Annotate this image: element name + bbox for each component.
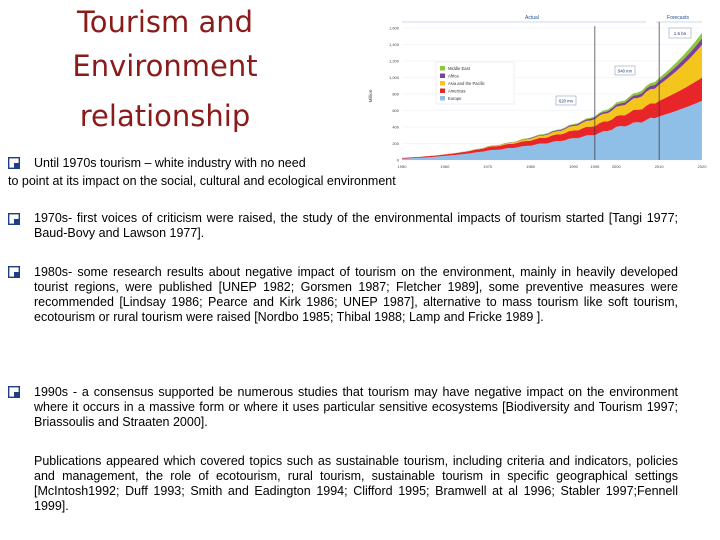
x-tick-label: 1980 xyxy=(526,164,536,169)
y-tick-label: 1,200 xyxy=(388,58,399,64)
chart-label-forecasts: Forecasts xyxy=(667,15,689,21)
legend-label: Asia and the Pacific xyxy=(448,81,485,86)
checkbox-bullet-icon xyxy=(8,266,20,278)
callout-c3 xyxy=(556,96,576,105)
x-tick-label: 1960 xyxy=(440,164,450,169)
callout-c2-text: 940 mn xyxy=(618,68,632,74)
bullet-1970s-before-line-1: Until 1970s tourism – white industry with no need xyxy=(34,156,374,171)
legend-swatch xyxy=(440,66,445,71)
legend-label: Americas xyxy=(448,88,466,94)
y-tick-label: 400 xyxy=(392,124,399,130)
legend-swatch xyxy=(440,81,445,86)
x-tick-label: 2000 xyxy=(611,164,621,169)
tourism-arrivals-chart xyxy=(362,8,714,178)
slide-title-line-3: relationship xyxy=(79,99,251,133)
y-tick-label: 800 xyxy=(392,91,399,97)
checkbox-bullet-icon xyxy=(8,213,20,225)
y-tick-label: 600 xyxy=(392,108,399,113)
chart-legend xyxy=(436,62,514,104)
callout-c3-text: 620 mn xyxy=(559,98,573,104)
x-tick-label: 1990 xyxy=(568,164,578,169)
callout-c2 xyxy=(615,66,635,75)
chart-label-actual: Actual xyxy=(525,15,539,21)
y-tick-label: 1,600 xyxy=(388,25,399,31)
callout-c1-text: 1.6 bn xyxy=(673,31,687,36)
x-tick-label: 2010 xyxy=(654,164,664,169)
legend-label: Middle East xyxy=(448,66,470,71)
chart-ylabel: Million xyxy=(368,89,373,103)
y-tick-label: 200 xyxy=(392,141,399,146)
y-tick-label: 1,000 xyxy=(388,75,399,80)
bullet-1970s-before-line-2: to point at its impact on the social, cultural and ecological environment xyxy=(8,174,396,188)
legend-swatch xyxy=(440,89,445,94)
x-tick-label: 1970 xyxy=(483,164,493,169)
checkbox-bullet-icon xyxy=(8,386,20,398)
x-tick-label: 1950 xyxy=(397,164,407,169)
legend-swatch xyxy=(440,96,445,101)
checkbox-bullet-icon xyxy=(8,157,20,169)
x-tick-label: 1995 xyxy=(590,164,600,169)
callout-c1 xyxy=(669,28,691,38)
legend-label: Europe xyxy=(448,96,462,101)
slide-title-line-2: Environment xyxy=(72,49,258,83)
bullet-1980s: 1980s- some research results about negative impact of tourism on the environment, mainly in heavily developed tourist regions, were published [UNEP 1982; Gorsmen 1987; Fletcher 1989], some preventive measures were recommended [Lindsay 1986; Pearce and Kirk 1986; UNEP 1987], alternative to mass tourism like soft tourism, ecotourism or rural tourism were raised [Nordbo 1985; Thibal 1988; Lamp and Fricke 1989 ]. xyxy=(34,265,678,324)
y-tick-label: 0 xyxy=(396,157,399,163)
slide-title-line-1: Tourism and xyxy=(76,5,254,39)
publications-paragraph: Publications appeared which covered topics such as sustainable tourism, including criteria and indicators, policies and management, the role of ecotourism, rural tourism, sustainable tourism in specific geographical settings [McIntosh1992; Duff 1993; Smith and Eadington 1994; Clifford 1995; Bramwell at al 1996; Stabler 1997;Fennell 1999]. xyxy=(34,454,678,513)
y-tick-label: 1,400 xyxy=(388,42,399,47)
legend-label: Africa xyxy=(448,73,459,79)
legend-swatch xyxy=(440,74,445,79)
x-tick-label: 2020 xyxy=(697,164,707,169)
bullet-1990s: 1990s - a consensus supported be numerous studies that tourism may have negative impact on the environment where it occurs in a massive form or where it uses particular sensitive ecosystems [Biodiversity and Tourism 1997; Briassoulis and Straaten 2000]. xyxy=(34,385,678,429)
bullet-1970s: 1970s- first voices of criticism were raised, the study of the environmental impacts of tourism started [Tangi 1977; Baud-Bovy and Lawson 1977]. xyxy=(34,211,678,240)
